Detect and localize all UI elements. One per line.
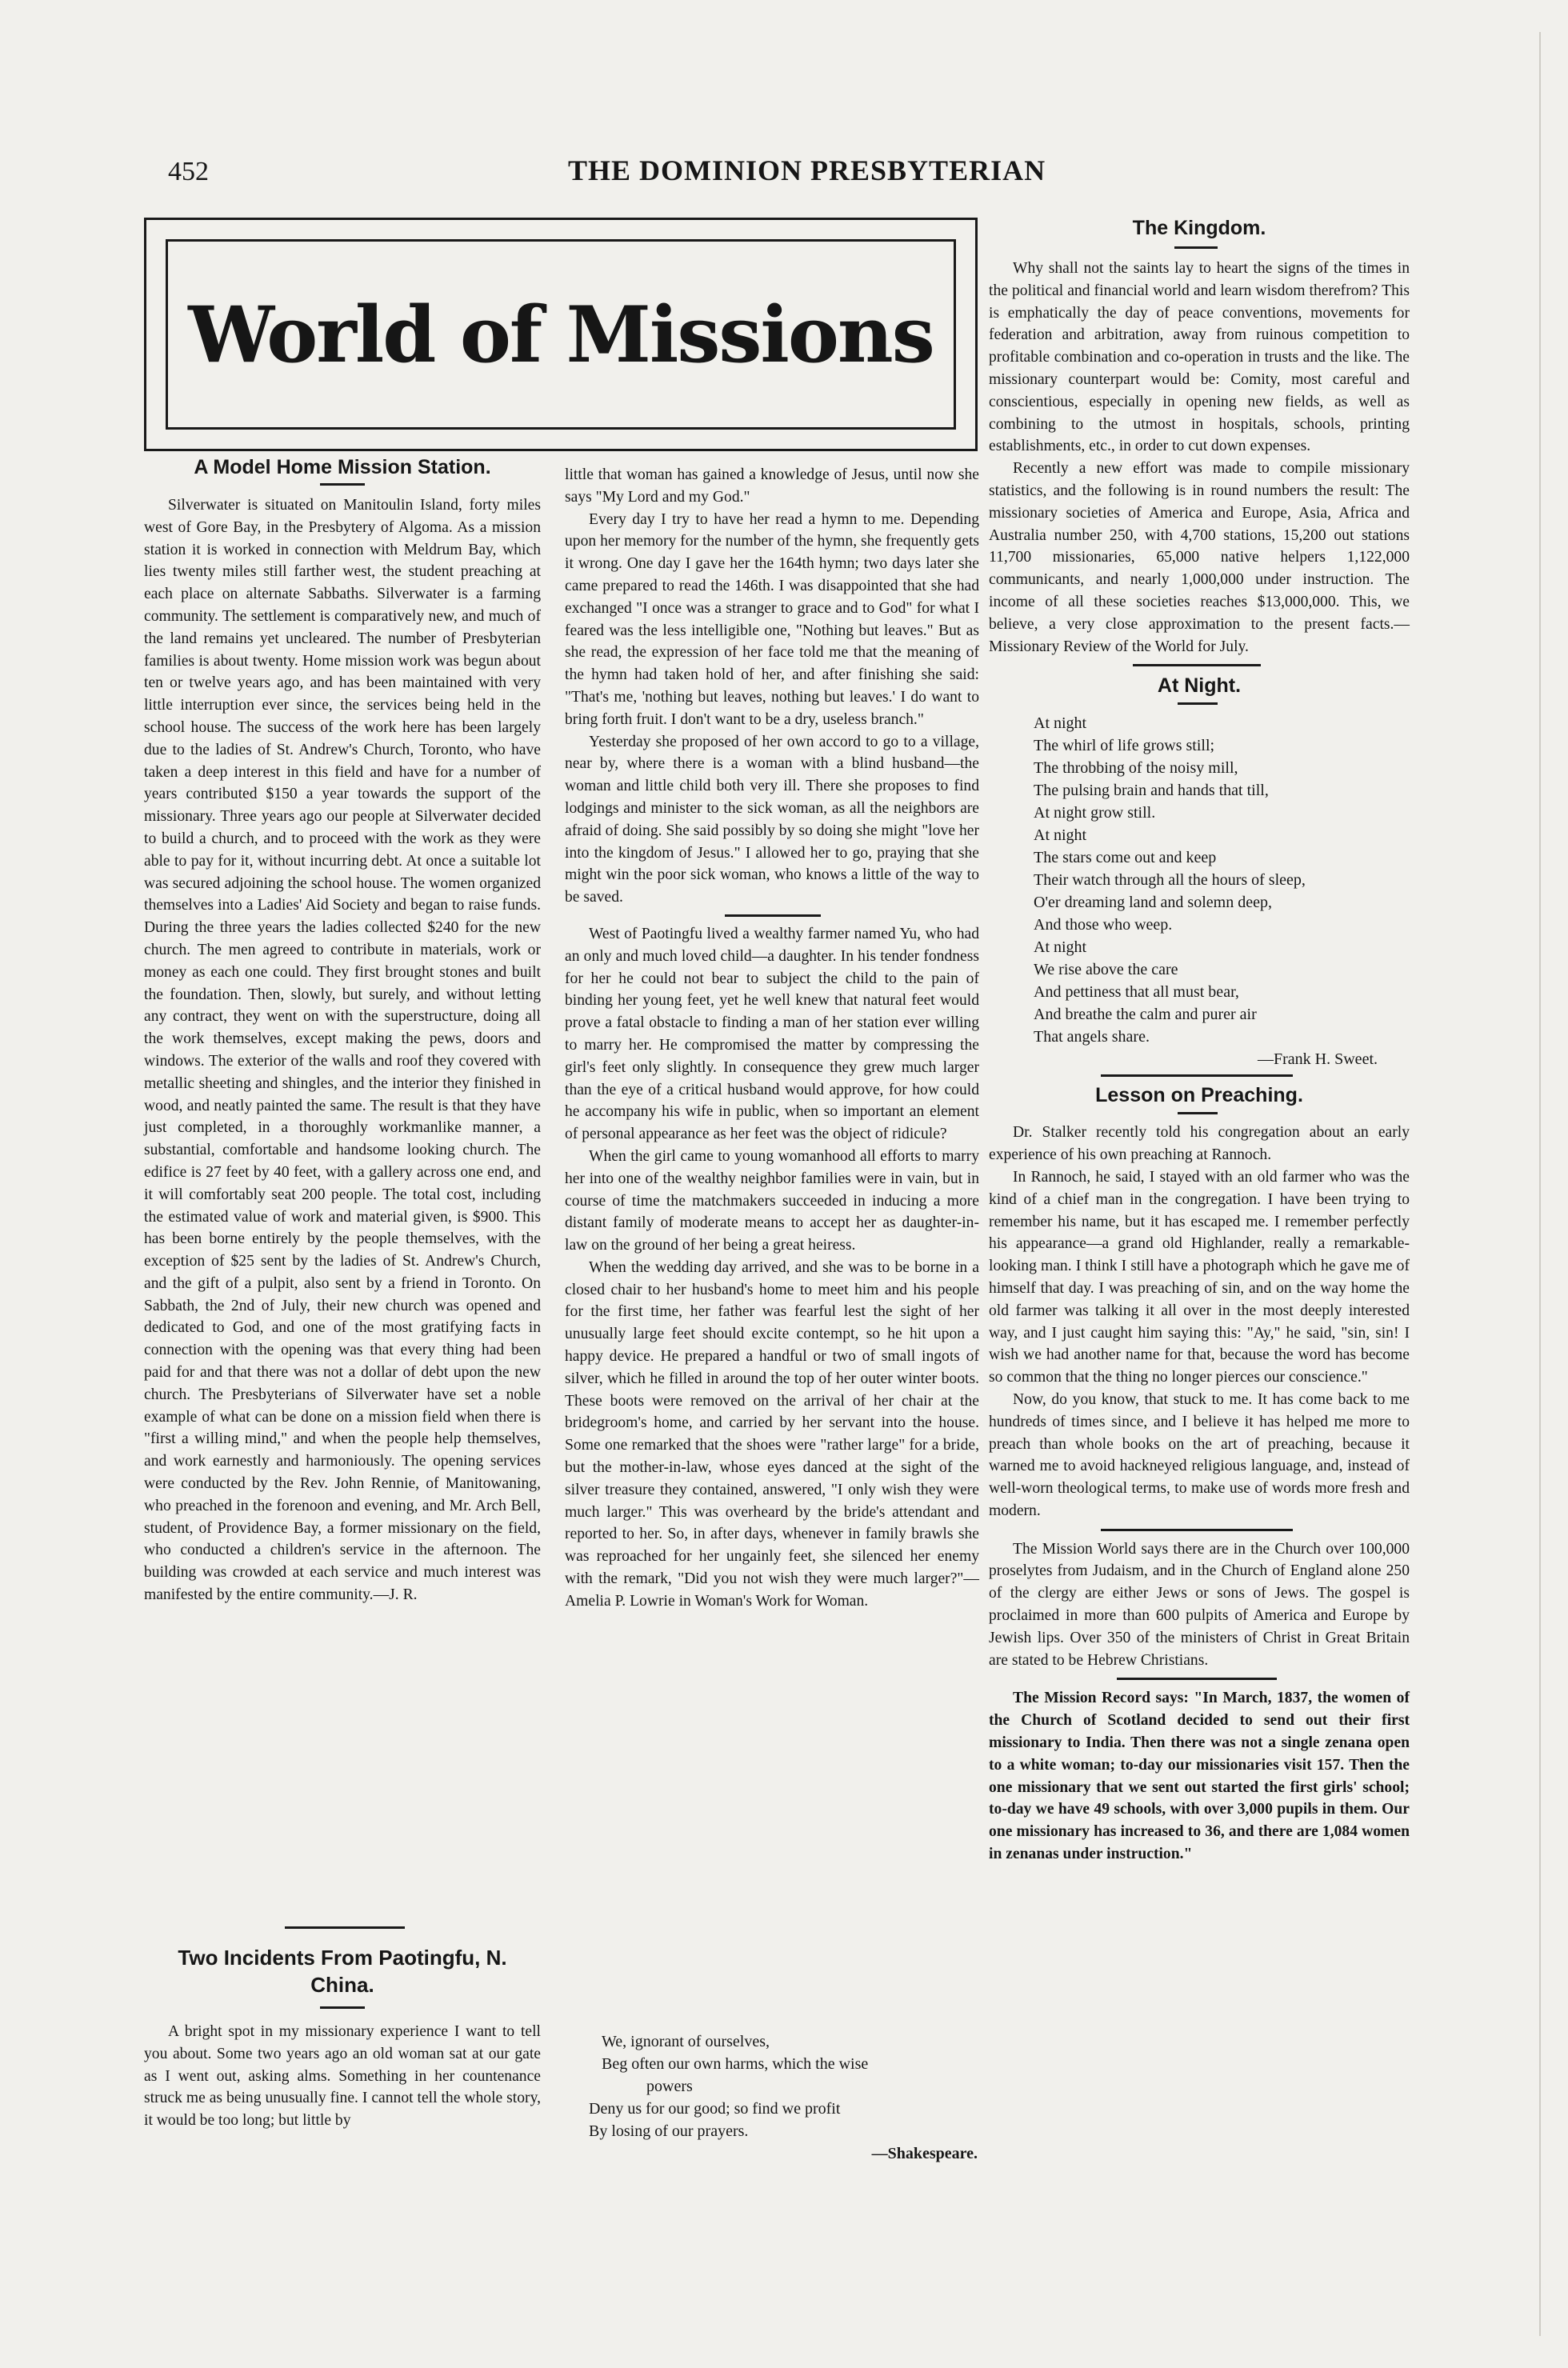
rule-wrap <box>989 658 1410 672</box>
two-incidents-title <box>144 1944 541 1998</box>
preaching-paragraph-3: Now, do you know, that stuck to me. It has come back to me hundreds of times since, and I believe it has helped me more to preach than whole books on the art of preaching, because it warned me to avoid hackneyed religious language, and, instead of well-worn theological terms, to make use of words more fresh and modern. <box>989 1390 1410 1519</box>
quote-line: Deny us for our good; so find we profit <box>589 2100 841 2118</box>
kingdom-title: The Kingdom. <box>1132 217 1266 239</box>
article-divider <box>1133 664 1261 666</box>
page-edge-shadow <box>1539 32 1541 2336</box>
poem-line: And breathe the calm and purer air <box>1034 1006 1257 1024</box>
incidents-paragraph-3: Every day I try to have her read a hymn to me. Depending upon her memory for the number of the hymn, she frequently gets it wrong. One day I gave her the 164th hymn; two days later she came prepared to read the 146th. I was disappointed that she had exchanged "I once was a stranger to grace and to God" for what I feared was the less intelligible one, "Nothing but leaves." But as she read, the expression of her face told me that the meaning of the hymn had taken hold of her, and after finishing she said: "That's me, 'nothing but leaves, nothing but leaves.' I do want to bring forth fruit. I don't want to be a dry, useless branch." <box>565 510 980 728</box>
rule-wrap <box>989 242 1410 258</box>
quote-line: powers <box>646 2078 693 2095</box>
poem-line: We rise above the care <box>1034 961 1178 979</box>
incidents-paragraph-6: When the girl came to young womanhood all efforts to marry her into one of the wealthy neighbor families were in vain, but in course of time the matchmakers succeeded in inducing a more distant family of moderate means to accept her as daughter-in-law on the ground of her being a great heiress. <box>565 1147 979 1254</box>
quote-line: By losing of our prayers. <box>589 2122 749 2140</box>
quote-line: We, ignorant of ourselves, <box>602 2033 770 2050</box>
incidents-paragraph-5: West of Paotingfu lived a wealthy farmer named Yu, who had an only and much loved child—a daughter. In his tender fondness for her he could not bear to subject the child to the pain of binding her young feet, yet he well knew that natural feet would prove a fatal obstacle to finding a man of her station ever willing to marry her. He compromised the matter by compressing the girl's feet only slightly. In consequence they grew much larger than the eye of a critical husband would approve, for how could he accompany his wife in public, when so important an element of personal appearance as her feet was the object of ridicule? <box>565 925 979 1143</box>
kingdom-paragraph-1: Why shall not the saints lay to heart the signs of the times in the political and financial world and learn wisdom therefrom? This is emphatically the day of peace conventions, movements for federation and arbitration, away from ruinous competition to profitable combination and co-operation in trusts and the like. The missionary counterpart would be: Comity, most careful and conscientious, especially in opening new fields, as well as combining to the utmost in hospitals, schools, printing establishments, etc., in order to cut down expenses. <box>989 260 1410 455</box>
kingdom-paragraph-2: Recently a new effort was made to compile missionary statistics, and the following is in round numbers the result: The missionary societies of America and Europe, Asia, Africa and Australia number 250, with 4,700 stations, 15,200 out stations 11,700 missionaries, 65,000 native helpers 1,122,000 communicants, and nearly 1,000,000 under instruction. The income of all these societies reaches $13,000,000. This, we believe, a very close approximation to the present facts.—Missionary Review of the World for July. <box>989 460 1410 655</box>
section-banner <box>144 218 978 451</box>
preaching-title: Lesson on Preaching. <box>1095 1084 1303 1107</box>
column-2 <box>565 464 979 1613</box>
poem-line: The pulsing brain and hands that till, <box>1034 782 1269 800</box>
preaching-paragraph-1: Dr. Stalker recently told his congregation about an early experience of his own preaching at Rannoch. <box>989 1124 1410 1164</box>
rule-wrap <box>989 699 1410 712</box>
paper-title: THE DOMINION PRESBYTERIAN <box>568 154 1046 186</box>
two-incidents-title-line2: China. <box>310 1973 374 1997</box>
banner-inner-frame <box>166 239 956 430</box>
poem-attribution: —Frank H. Sweet. <box>1258 1050 1378 1069</box>
poem-line: The whirl of life grows still; <box>1034 737 1215 755</box>
poem-line: At night <box>1034 826 1087 845</box>
article-divider <box>1101 1074 1293 1077</box>
poem-line: At night <box>1034 938 1087 957</box>
article-divider <box>1117 1678 1277 1680</box>
rule-wrap <box>989 1522 1410 1538</box>
title-rule <box>1178 1112 1218 1114</box>
at-night-poem <box>989 712 1410 1070</box>
two-incidents-title-line1: Two Incidents From Paotingfu, N. <box>178 1946 507 1970</box>
column-1-bottom <box>144 2021 541 2132</box>
poem-line: Their watch through all the hours of sleep, <box>1034 871 1306 890</box>
poem-line: The throbbing of the noisy mill, <box>1034 759 1238 778</box>
rule-wrap <box>989 1070 1410 1082</box>
preaching-paragraph-2: In Rannoch, he said, I stayed with an old farmer who was the kind of a chief man in the congregation. I have been trying to remember his name, but it has escaped me. I remember perfectly his appearance—a grand old Highlander, really a remarkable-looking man. I think I still have a photograph which he gave me of himself that day. I was preaching of sin, and on the way home the old farmer was talking it all over in the most deeply interested way, and I just caught him saying this: "Ay," he said, "sin, sin! I wish we had another name for that, because the word has become so common that the thing no longer pierces our conscience." <box>989 1168 1410 1386</box>
incidents-paragraph-4: Yesterday she proposed of her own accord to go to a village, near by, where there is a woman with a blind husband—the woman and little child both very ill. There she proposes to find lodgings and minister to the sick woman, as all the neighbors are afraid of doing. She said possibly by so doing she might "love her into the kingdom of Jesus." I allowed her to go, praying that she might win the poor sick woman, who knows a little of the way to be saved. <box>565 733 979 906</box>
poem-line: The stars come out and keep <box>1034 849 1217 867</box>
model-home-paragraph: Silverwater is situated on Manitoulin Island, forty miles west of Gore Bay, in the Presbytery of Algoma. As a mission station it is worked in connection with Meldrum Bay, which lies twenty miles still farther west, the student preaching at each place on alternate Sabbaths. Silverwater is a farming community. The settlement is comparatively new, and much of the land remains yet uncleared. The number of Presbyterian families is about twenty. Home mission work was begun about ten or twelve years ago, and has been maintained with very little interruption ever since, the services being held in the school house. The success of the work here has been largely due to the ladies of St. Andrew's Church, Toronto, who have taken a deep interest in this field and have for a number of years contributed $150 a year towards the support of the missionary. Three years ago our people at Silverwater decided to build a church, and to proceed with the work as they were able to pay for it, without incurring debt. At once a suitable lot was secured adjoining the school house. The women organized themselves into a Ladies' Aid Society and began to raise funds. During the three years the ladies collected $240 for the new church. The men agreed to contribute in materials, work or money as each one could. They first brought stones and built the foundation. Then, slowly, but surely, and without letting any contract, they went on with the superstructure, doing all the work themselves, except making the pews, doors and windows. The exterior of the walls and roof they covered with metallic sheeting and shingles, and the interior they finished in wood, and neatly painted the same. The result is that they have just completed, in a thoroughly workmanlike manner, a substantial, comfortable and handsome looking church. The edifice is 27 feet by 40 feet, with a gallery across one end, and it will comfortably seat 200 people. The total cost, including the estimated value of work and material given, is $900. This has been borne entirely by the people themselves, with the exception of $25 sent by the ladies of St. Andrew's Church, and the gift of a pulpit, also sent by a friend in Toronto. On Sabbath, the 2nd of July, their new church was opened and dedicated to God, and one of the most gratifying facts in connection with the opening was that every thing had been paid for and that there was not a dollar of debt upon the new church. The Presbyterians of Silverwater have set a noble example of what can be done on a mission field when there is "first a willing mind," and when the people help themselves, and work earnestly and harmoniously. The opening services were conducted by the Rev. John Rennie, of Manitowaning, who preached in the forenoon and evening, and Mr. Arch Bell, student, of Providence Bay, a former missionary on the field, who conducted a children's service in the afternoon. The building was crowded at each service and much interest was manifested by the entire community.—J. R. <box>144 497 541 1604</box>
poem-line: And those who weep. <box>1034 916 1173 934</box>
article-divider <box>285 1926 405 1929</box>
column-3 <box>989 214 1410 1866</box>
shakespeare-quote <box>589 2030 978 2165</box>
mission-world-paragraph: The Mission World says there are in the Church over 100,000 proselytes from Judaism, and in the Church of England alone 250 of the clergy are either Jews or sons of Jews. The gospel is proclaimed in more than 600 pulpits of America and Europe by Jewish lips. Over 350 of the ministers of Christ in Great Britain are stated to be Hebrew Christians. <box>989 1540 1410 1669</box>
banner-title: World of Missions <box>188 289 934 380</box>
poem-line: At night grow still. <box>1034 804 1156 822</box>
mission-record-paragraph: The Mission Record says: "In March, 1837, the women of the Church of Scotland decided to send out their first missionary to India. Then there was not a single zenana open to a white woman; to-day our missionaries visit 157. Then the one missionary that we sent out started the first girls' school; to-day we have 49 schools, with over 3,000 pupils in them. Our one missionary has increased to 36, and there are 1,084 women in zenanas under instruction." <box>989 1690 1410 1863</box>
incidents-paragraph-7: When the wedding day arrived, and she was to be borne in a closed chair to her husband's home to meet him and his people for the first time, her father was fearful lest the sight of her unusually large feet should excite contempt, so he hit upon a happy device. He prepared a handful or two of small ingots of silver, which he filled in around the top of her outer winter boots. These boots were removed on the arrival of her chair at the bridegroom's home, and carried by her servant into the house. Some one remarked that the shoes were "rather large" for a bride, but the mother-in-law, whose eyes danced at the sight of the silver treasure they contained, answered, "I only wish they were much larger." This was overheard by the bride's attendant and reported to her. So, in after days, whenever in family brawls she was reproached for her ungainly feet, she silenced her enemy with the remark, "Did you not wish they were much larger?"—Amelia P. Lowrie in Woman's Work for Woman. <box>565 1258 979 1610</box>
incidents-paragraph-2: little that woman has gained a knowledge of Jesus, until now she says "My Lord and my God." <box>565 466 979 506</box>
incidents-paragraph-1: A bright spot in my missionary experience I want to tell you about. Some two years ago an old woman sat at our gate as I went out, asking alms. Something in her countenance struck me as being unusually fine. I cannot tell the whole story, it would be too long; but little by <box>144 2023 541 2130</box>
model-home-title: A Model Home Mission Station. <box>194 456 491 478</box>
rule-wrap <box>989 1671 1410 1687</box>
rule-wrap <box>989 1109 1410 1122</box>
title-rule <box>320 483 365 486</box>
poem-line: At night <box>1034 714 1087 733</box>
poem-line: O'er dreaming land and solemn deep, <box>1034 894 1272 912</box>
article-divider <box>725 914 821 917</box>
title-rule <box>320 2006 365 2009</box>
column-1 <box>144 494 541 1606</box>
title-rule <box>1178 702 1218 705</box>
at-night-title: At Night. <box>1157 674 1242 698</box>
quote-line: Beg often our own harms, which the wise <box>602 2055 869 2073</box>
title-rule <box>1174 246 1218 249</box>
poem-line: That angels share. <box>1034 1028 1150 1046</box>
quote-attribution: —Shakespeare. <box>871 2145 978 2162</box>
divider-wrap <box>565 909 979 923</box>
article-divider <box>1101 1529 1293 1531</box>
poem-line: And pettiness that all must bear, <box>1034 983 1239 1002</box>
page-number: 452 <box>168 157 209 186</box>
page-header <box>160 154 1408 198</box>
